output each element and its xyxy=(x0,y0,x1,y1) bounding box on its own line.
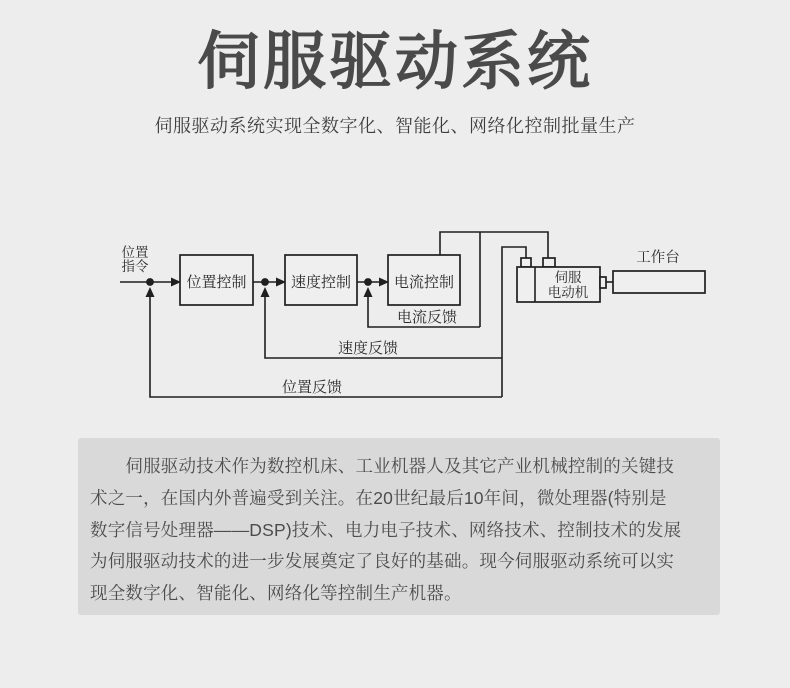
speed-control-label: 速度控制 xyxy=(290,274,352,291)
input-label-line2: 指令 xyxy=(121,259,149,274)
junction-current xyxy=(364,278,372,286)
worktable-label: 工作台 xyxy=(636,250,680,266)
description-line: 现全数字化、智能化、网络化等控制生产机器。 xyxy=(90,583,462,604)
arrow-position-feedback xyxy=(146,287,155,297)
arrow-current-feedback xyxy=(364,287,373,297)
page-subtitle: 伺服驱动系统实现全数字化、智能化、网络化控制批量生产 xyxy=(154,116,636,136)
servo-block-diagram xyxy=(0,220,790,420)
arrow-speed-feedback xyxy=(261,287,270,297)
description-line: 为伺服驱动技术的进一步发展奠定了良好的基础。现今伺服驱动系统可以实 xyxy=(90,551,675,572)
servo-motor-label-line2: 电动机 xyxy=(547,285,589,300)
input-label-line1: 位置 xyxy=(121,245,149,260)
servo-motor-label-line1: 伺服 xyxy=(554,270,582,285)
description-line: 术之一，在国内外普遍受到关注。在20世纪最后10年间，微处理器(特别是 xyxy=(90,487,667,508)
speed-feedback-label: 速度反馈 xyxy=(337,340,399,357)
description-panel xyxy=(78,438,720,615)
current-control-label: 电流控制 xyxy=(393,274,455,291)
current-feedback-label: 电流反馈 xyxy=(396,309,458,326)
description-line: 伺服驱动技术作为数控机床、工业机器人及其它产业机械控制的关键技 xyxy=(90,456,675,476)
motor-shaft-stub xyxy=(600,277,606,288)
position-feedback-label: 位置反馈 xyxy=(281,379,343,396)
worktable-block xyxy=(613,271,705,293)
motor-terminal-left xyxy=(521,258,531,267)
junction-speed xyxy=(261,278,269,286)
junction-position xyxy=(146,278,154,286)
position-control-label: 位置控制 xyxy=(186,274,247,291)
motor-terminal-right xyxy=(543,258,555,267)
page-title: 伺服驱动系统 xyxy=(197,27,593,97)
description-line: 数字信号处理器——DSP)技术、电力电子技术、网络技术、控制技术的发展 xyxy=(90,519,682,540)
